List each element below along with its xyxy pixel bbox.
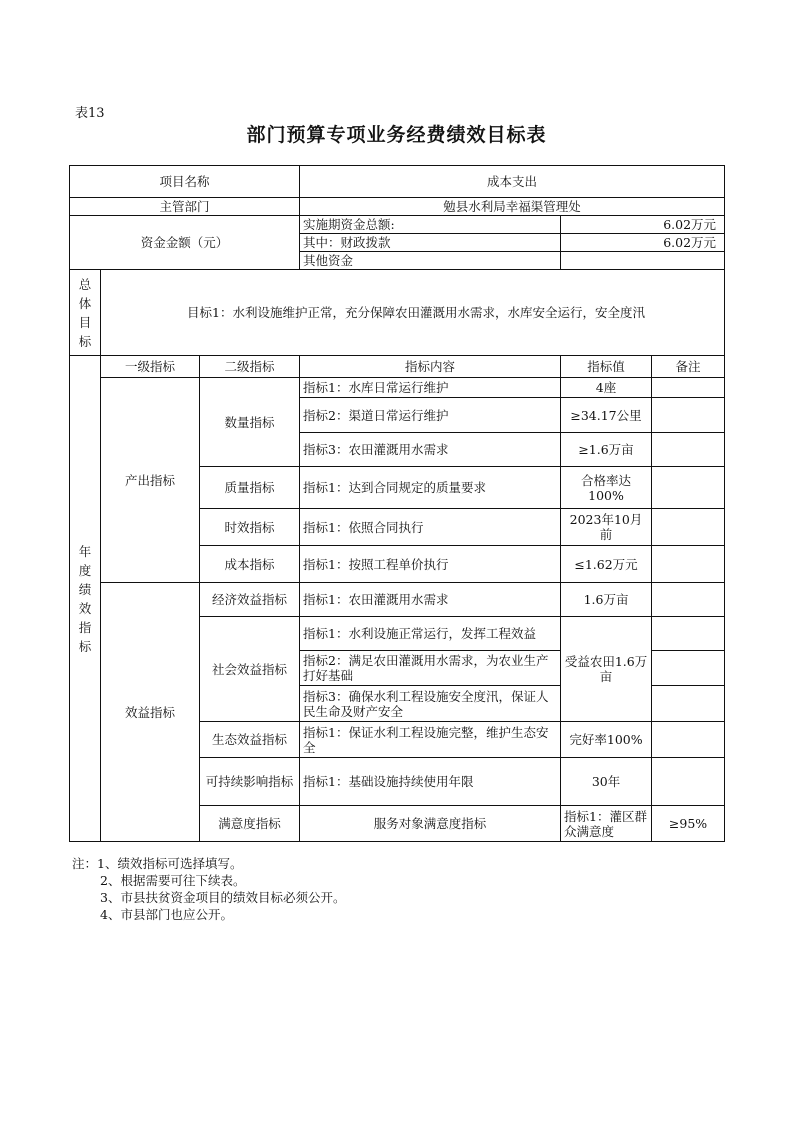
note-line: 2、根据需要可往下续表。 bbox=[100, 873, 246, 888]
funds-total-label: 实施期资金总额: bbox=[300, 216, 561, 234]
indicator-value: 2023年10月前 bbox=[561, 509, 652, 546]
funds-total-row bbox=[70, 216, 725, 234]
overall-target-row bbox=[70, 270, 725, 356]
indicator-value: ≤1.62万元 bbox=[561, 546, 652, 583]
remark-cell bbox=[652, 722, 725, 758]
header-level1: 一级指标 bbox=[101, 356, 200, 378]
cost-indicator-label: 成本指标 bbox=[200, 546, 300, 583]
satisfaction-indicator-label: 满意度指标 bbox=[200, 806, 300, 842]
funds-total-value: 6.02万元 bbox=[561, 216, 725, 234]
remark-cell bbox=[652, 398, 725, 433]
document-title: 部门预算专项业务经费绩效目标表 bbox=[246, 124, 547, 146]
project-label: 项目名称 bbox=[70, 166, 300, 198]
department-label: 主管部门 bbox=[70, 198, 300, 216]
indicator-content: 指标3：农田灌溉用水需求 bbox=[300, 433, 561, 467]
indicator-content: 指标2：满足农田灌溉用水需求，为农业生产打好基础 bbox=[300, 651, 561, 686]
note-line: 3、市县扶贫资金项目的绩效目标必须公开。 bbox=[100, 890, 346, 905]
indicator-content: 指标3：确保水利工程设施安全度汛，保证人民生命及财产安全 bbox=[300, 686, 561, 722]
indicator-content: 指标1：依照合同执行 bbox=[300, 509, 561, 546]
quality-indicator-label: 质量指标 bbox=[200, 467, 300, 509]
indicator-content: 指标1：达到合同规定的质量要求 bbox=[300, 467, 561, 509]
indicator-content: 指标2：渠道日常运行维护 bbox=[300, 398, 561, 433]
remark-cell bbox=[652, 467, 725, 509]
project-row bbox=[70, 166, 725, 198]
indicator-value: 1.6万亩 bbox=[561, 583, 652, 617]
header-value: 指标值 bbox=[561, 356, 652, 378]
indicator-content: 指标1：水库日常运行维护 bbox=[300, 378, 561, 398]
funds-other-label: 其他资金 bbox=[300, 252, 561, 270]
quantity-indicator-label: 数量指标 bbox=[200, 378, 300, 467]
funds-fiscal-value: 6.02万元 bbox=[561, 234, 725, 252]
header-level2: 二级指标 bbox=[200, 356, 300, 378]
project-value: 成本支出 bbox=[300, 166, 725, 198]
benefit-indicator-label: 效益指标 bbox=[101, 583, 200, 842]
indicator-value: 受益农田1.6万亩 bbox=[561, 617, 652, 722]
remark-cell bbox=[652, 617, 725, 651]
indicator-content: 指标1：基础设施持续使用年限 bbox=[300, 758, 561, 806]
satisfaction-sub-label: 服务对象满意度指标 bbox=[300, 806, 561, 842]
ecology-indicator-label: 生态效益指标 bbox=[200, 722, 300, 758]
note-line: 注：1、绩效指标可选择填写。 bbox=[72, 856, 243, 871]
indicator-content: 指标1：水利设施正常运行，发挥工程效益 bbox=[300, 617, 561, 651]
indicator-value: 完好率100% bbox=[561, 722, 652, 758]
sustain-indicator-label: 可持续影响指标 bbox=[200, 758, 300, 806]
time-indicator-label: 时效指标 bbox=[200, 509, 300, 546]
indicator-value: 4座 bbox=[561, 378, 652, 398]
indicator-value: 合格率达100% bbox=[561, 467, 652, 509]
indicator-content: 指标1：灌区群众满意度 bbox=[561, 806, 652, 842]
funds-fiscal-label: 其中：财政拨款 bbox=[300, 234, 561, 252]
funds-other-value bbox=[561, 252, 725, 270]
remark-cell bbox=[652, 758, 725, 806]
remark-cell bbox=[652, 583, 725, 617]
remark-cell bbox=[652, 509, 725, 546]
output-indicator-label: 产出指标 bbox=[101, 378, 200, 583]
funds-label: 资金金额（元） bbox=[70, 216, 300, 270]
notes bbox=[72, 855, 345, 923]
social-indicator-label: 社会效益指标 bbox=[200, 617, 300, 722]
annual-indicator-label: 年 度 绩 效 指 标 bbox=[70, 356, 101, 842]
header-content: 指标内容 bbox=[300, 356, 561, 378]
table-number: 表13 bbox=[75, 106, 105, 121]
indicator-value: ≥34.17公里 bbox=[561, 398, 652, 433]
economic-indicator-label: 经济效益指标 bbox=[200, 583, 300, 617]
department-value: 勉县水利局幸福渠管理处 bbox=[300, 198, 725, 216]
indicator-value: ≥95% bbox=[652, 806, 725, 842]
header-remark: 备注 bbox=[652, 356, 725, 378]
table-row bbox=[70, 378, 725, 398]
remark-cell bbox=[652, 433, 725, 467]
remark-cell bbox=[652, 651, 725, 686]
remark-cell bbox=[652, 378, 725, 398]
note-line: 4、市县部门也应公开。 bbox=[100, 907, 233, 922]
table-row bbox=[70, 583, 725, 617]
indicator-content: 指标1：保证水利工程设施完整，维护生态安全 bbox=[300, 722, 561, 758]
indicator-content: 指标1：按照工程单价执行 bbox=[300, 546, 561, 583]
indicator-value: ≥1.6万亩 bbox=[561, 433, 652, 467]
remark-cell bbox=[652, 686, 725, 722]
department-row bbox=[70, 198, 725, 216]
indicator-value: 30年 bbox=[561, 758, 652, 806]
header-row bbox=[70, 356, 725, 378]
indicator-content: 指标1：农田灌溉用水需求 bbox=[300, 583, 561, 617]
performance-target-table bbox=[69, 165, 725, 842]
remark-cell bbox=[652, 546, 725, 583]
overall-target-text: 目标1：水利设施维护正常，充分保障农田灌溉用水需求，水库安全运行，安全度汛 bbox=[101, 270, 725, 356]
overall-target-label: 总 体 目 标 bbox=[70, 270, 101, 356]
